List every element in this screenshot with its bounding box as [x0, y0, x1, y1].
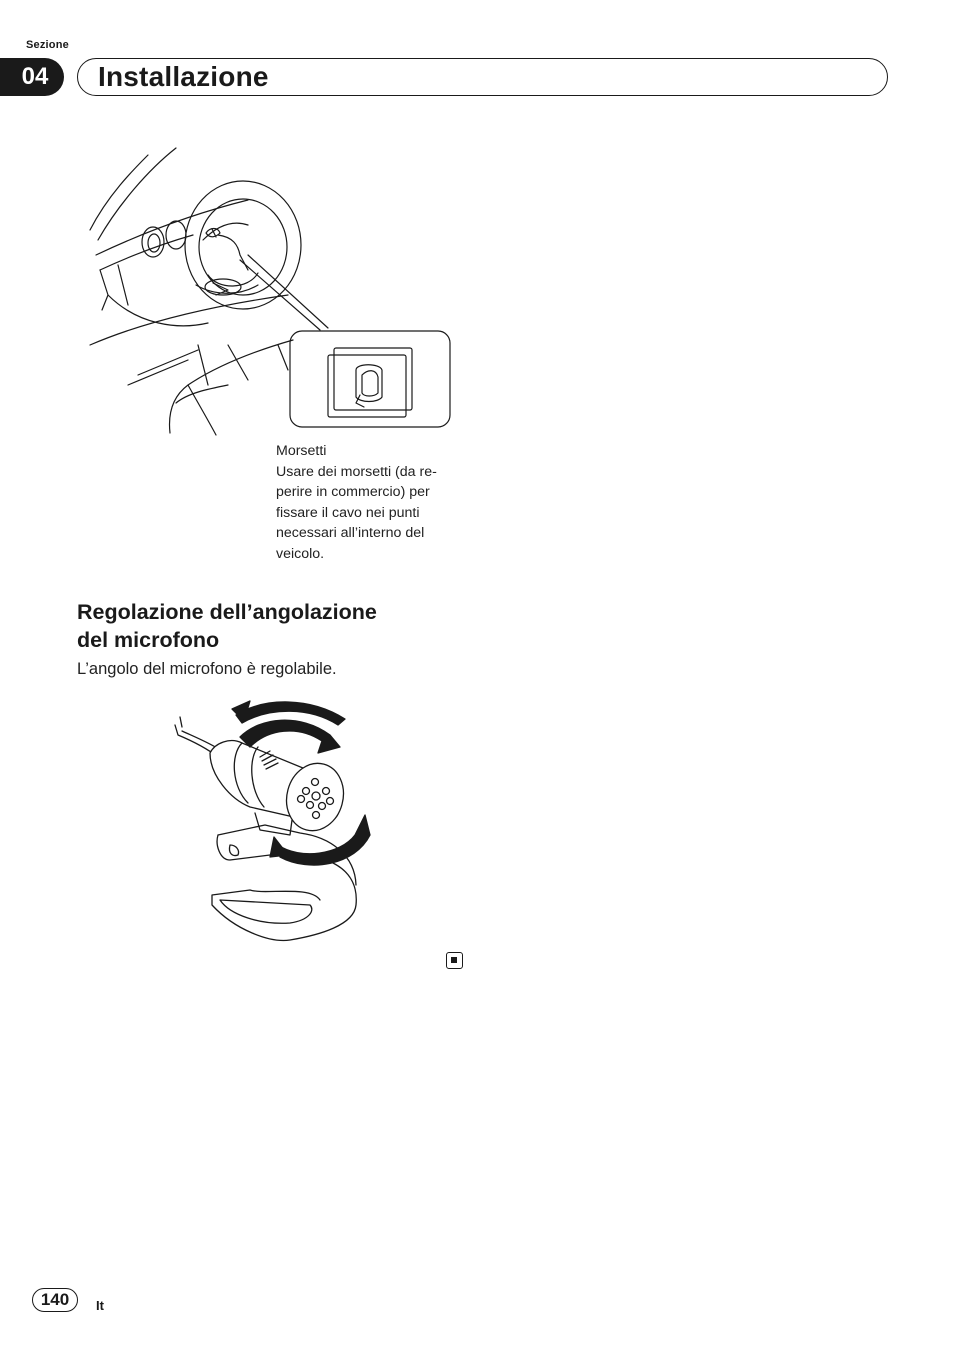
microphone-angle-illustration	[170, 695, 380, 950]
page-number: 140	[32, 1288, 78, 1312]
language-code: It	[96, 1298, 104, 1313]
end-of-section-icon	[446, 952, 463, 969]
page-title: Installazione	[98, 61, 269, 92]
caption-title: Morsetti	[276, 443, 327, 459]
section-label: Sezione	[26, 39, 69, 51]
section-number: 04	[0, 58, 64, 96]
steering-wheel-clamp-illustration	[88, 145, 458, 440]
section-heading: Regolazione dell’angolazione del microfono	[77, 600, 377, 652]
section-body: L’angolo del microfono è regolabile.	[77, 660, 337, 678]
caption-body: Usare dei morsetti (da re- perire in commercio) per fissare il cavo nei punti necessari all’interno del veicolo.	[276, 463, 437, 562]
clamp-caption	[276, 441, 461, 564]
